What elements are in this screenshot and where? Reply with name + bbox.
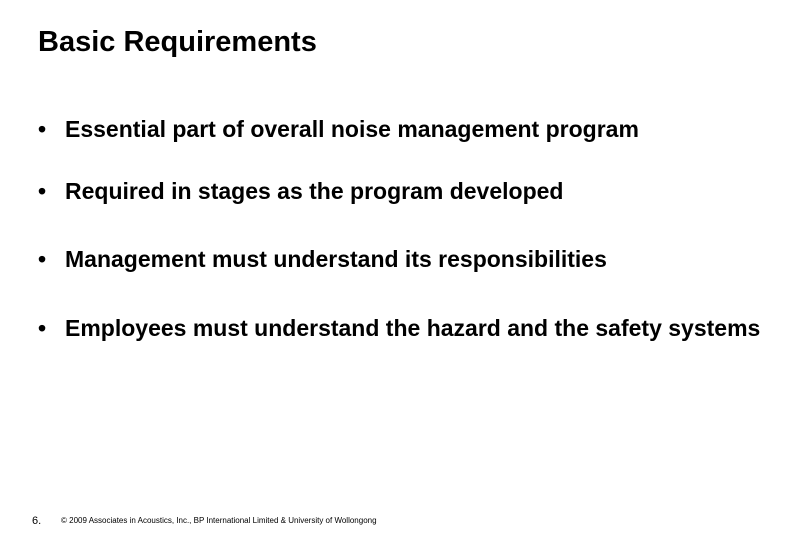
bullet-marker: • xyxy=(38,246,47,272)
bullet-list xyxy=(38,112,778,345)
bullet-marker: • xyxy=(38,315,47,341)
slide-title: Basic Requirements xyxy=(38,26,317,58)
bullet-marker: • xyxy=(38,178,47,204)
bullet-marker: • xyxy=(38,116,47,142)
bullet-text: Essential part of overall noise management program xyxy=(65,116,639,142)
bullet-text: Required in stages as the program developed xyxy=(65,178,564,204)
bullet-item xyxy=(38,311,778,345)
bullet-item xyxy=(38,112,778,146)
copyright-notice: © 2009 Associates in Acoustics, Inc., BP International Limited & University of Wollongong xyxy=(61,516,377,525)
bullet-item xyxy=(38,174,778,208)
bullet-text: Management must understand its responsibilities xyxy=(65,246,607,272)
bullet-text: Employees must understand the hazard and the safety systems xyxy=(65,315,761,341)
bullet-item xyxy=(38,242,778,276)
page-number: 6. xyxy=(32,515,42,527)
